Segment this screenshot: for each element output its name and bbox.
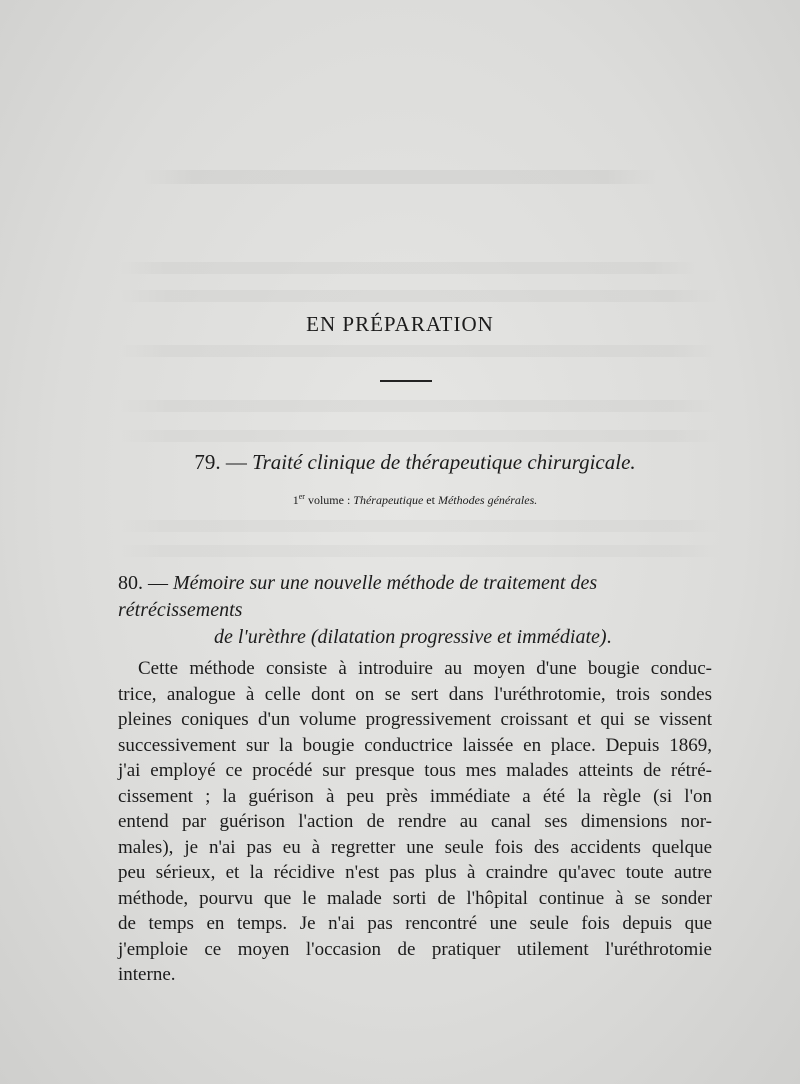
body-line: males), je n'ai pas eu à regretter une seule fois des accidents quelque — [118, 836, 712, 858]
entry-79-number: 79. — [194, 450, 221, 474]
section-heading: EN PRÉPARATION — [306, 312, 494, 336]
body-line: successivement sur la bougie conductrice laissée en place. Depuis 1869, — [118, 734, 712, 756]
volume-title-b: Méthodes générales. — [437, 493, 538, 507]
body-line: peu sérieux, et la récidive n'est pas plus à craindre qu'avec toute autre — [118, 862, 712, 883]
entry-80-title-line1: Mémoire sur une nouvelle méthode de traitement des rétrécissements — [118, 572, 598, 621]
bleed-through-texture — [120, 545, 720, 557]
entry-79-dash: — — [225, 450, 247, 474]
body-paragraph — [118, 656, 712, 988]
entry-80-number: 80. — [118, 572, 143, 594]
entry-79-title — [0, 450, 800, 475]
body-line: entend par guérison l'action de rendre au canal ses dimensions nor- — [118, 811, 712, 832]
entry-80-title-line2 — [118, 624, 718, 651]
bleed-through-texture — [120, 290, 720, 302]
entry-80-title-line2-a: de l'urèthre — [214, 626, 306, 648]
body-line: interne. — [118, 964, 176, 985]
body-line: cissement ; la guérison à peu près immédiate a été la règle (si l'on — [118, 785, 712, 807]
heading-rule — [380, 380, 432, 382]
bleed-through-texture — [120, 400, 720, 412]
body-line: méthode, pourvu que le malade sorti de l'hôpital continue à se sonder — [118, 887, 712, 909]
volume-ordinal-suffix: er — [298, 492, 305, 501]
entry-80-title-line2-end: . — [606, 626, 612, 648]
bleed-through-texture — [120, 430, 720, 442]
body-line: Cette méthode consiste à introduire au moyen d'une bougie conduc- — [138, 658, 712, 679]
entry-80-title-line2-b: (dilatation progressive et immédiate) — [310, 626, 607, 648]
body-line: trice, analogue à celle dont on se sert dans l'uréthrotomie, trois sondes — [118, 683, 712, 705]
entry-79-title-text: Traité clinique de thérapeutique chirurgicale. — [252, 450, 636, 474]
entry-79-volume-line — [0, 492, 800, 508]
body-line: j'emploie ce moyen l'occasion de pratiquer utilement l'uréthrotomie — [118, 938, 712, 960]
volume-and: et — [426, 493, 435, 507]
bleed-through-texture — [120, 520, 720, 532]
body-line: pleines coniques d'un volume progressivement croissant et qui se vissent — [118, 709, 712, 730]
volume-number: 1 — [292, 493, 299, 507]
bleed-through-texture — [120, 262, 700, 274]
volume-title-a: Thérapeutique — [353, 493, 424, 507]
entry-80-title — [118, 570, 718, 651]
bleed-through-texture — [140, 170, 660, 184]
volume-word: volume : — [307, 493, 351, 507]
bleed-through-texture — [120, 345, 720, 357]
body-line: j'ai employé ce procédé sur presque tous mes malades atteints de rétré- — [118, 760, 712, 781]
body-line: de temps en temps. Je n'ai pas rencontré une seule fois depuis que — [118, 913, 712, 934]
entry-80-dash: — — [148, 572, 168, 594]
